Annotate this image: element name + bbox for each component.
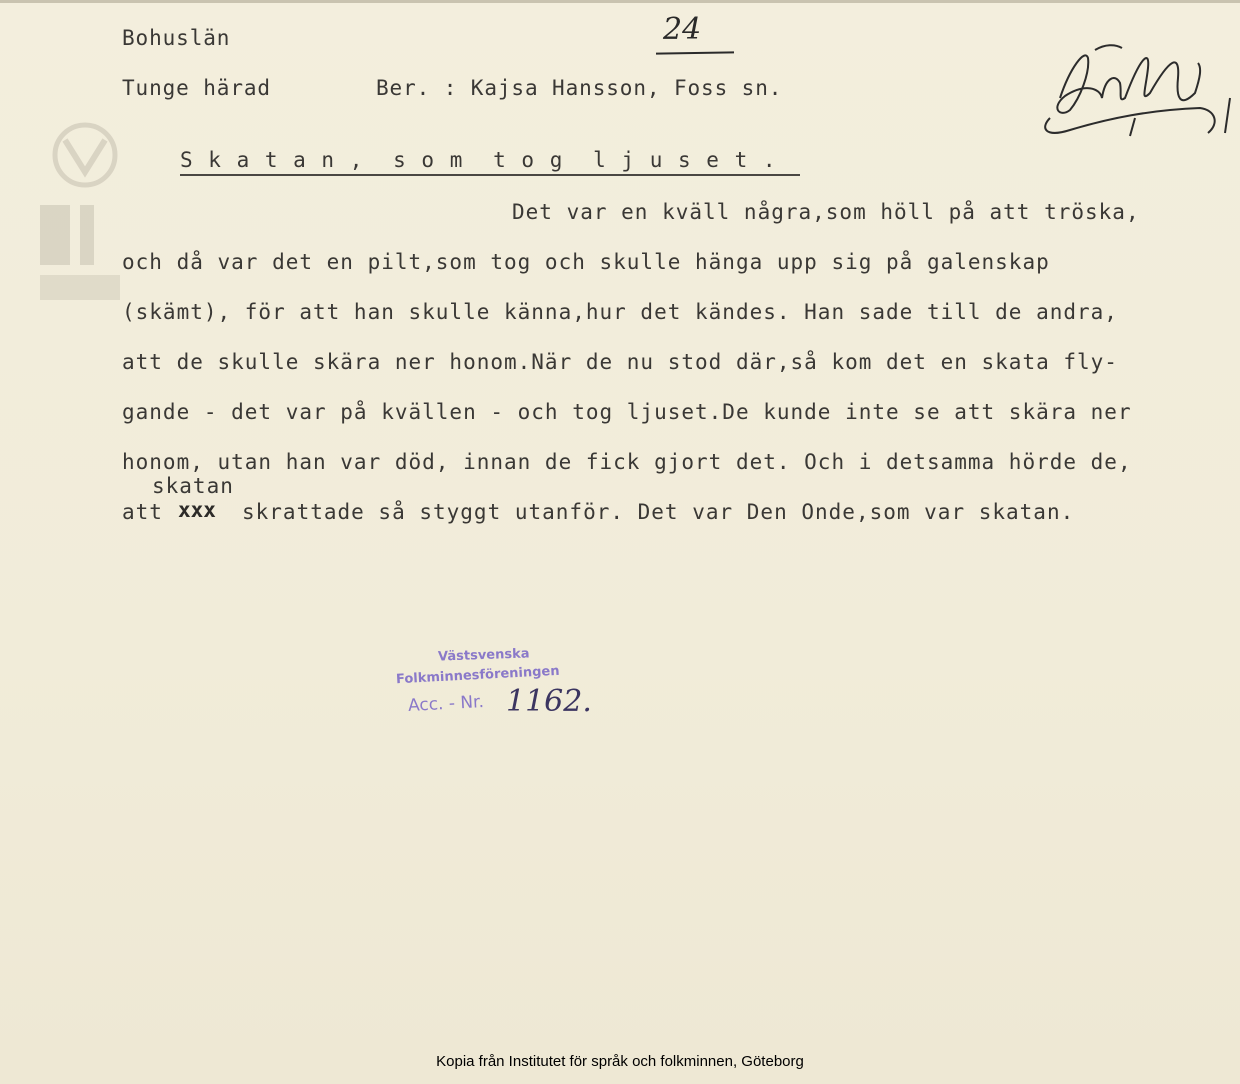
faint-watermark (30, 110, 140, 330)
body-line: honom, utan han var död, innan de fick gjort det. Och i detsamma hörde de, (122, 450, 1132, 474)
district-label: Tunge härad (122, 76, 271, 100)
page-number-underline (656, 51, 734, 54)
body-line: och då var det en pilt,som tog och skulle hänga upp sig på galenskap (122, 250, 1050, 274)
stamp-organization-line1: Västsvenska (437, 646, 530, 665)
page-top-edge (0, 0, 1240, 3)
struck-out-word: xxx (178, 498, 216, 522)
informant-label: Ber. : Kajsa Hansson, Foss sn. (376, 76, 783, 100)
inserted-word: skatan (152, 474, 234, 498)
stamp-accession-label: Acc. - Nr. (407, 692, 485, 716)
stamp-accession-number: 1162. (506, 684, 592, 719)
page-number: 24 (663, 12, 702, 47)
title-underline (180, 174, 800, 176)
handwritten-signature (1030, 38, 1240, 148)
archive-stamp (390, 640, 620, 730)
province-label: Bohuslän (122, 26, 231, 50)
stamp-organization-line2: Folkminnesföreningen (395, 663, 560, 688)
body-line: gande - det var på kvällen - och tog ljuset.De kunde inte se att skära ner (122, 400, 1132, 424)
last-line-start: att (122, 500, 163, 524)
body-line: att de skulle skära ner honom.När de nu stod där,så kom det en skata fly- (122, 350, 1118, 374)
body-line: (skämt), för att han skulle känna,hur det kändes. Han sade till de andra, (122, 300, 1118, 324)
last-line-rest: skrattade så styggt utanför. Det var Den Onde,som var skatan. (242, 500, 1075, 524)
document-title: S k a t a n , s o m t o g l j u s e t . (180, 148, 777, 172)
footer-caption: Kopia från Institutet för språk och folkminnen, Göteborg (436, 1053, 804, 1070)
body-line: Det var en kväll några,som höll på att tröska, (512, 200, 1140, 224)
